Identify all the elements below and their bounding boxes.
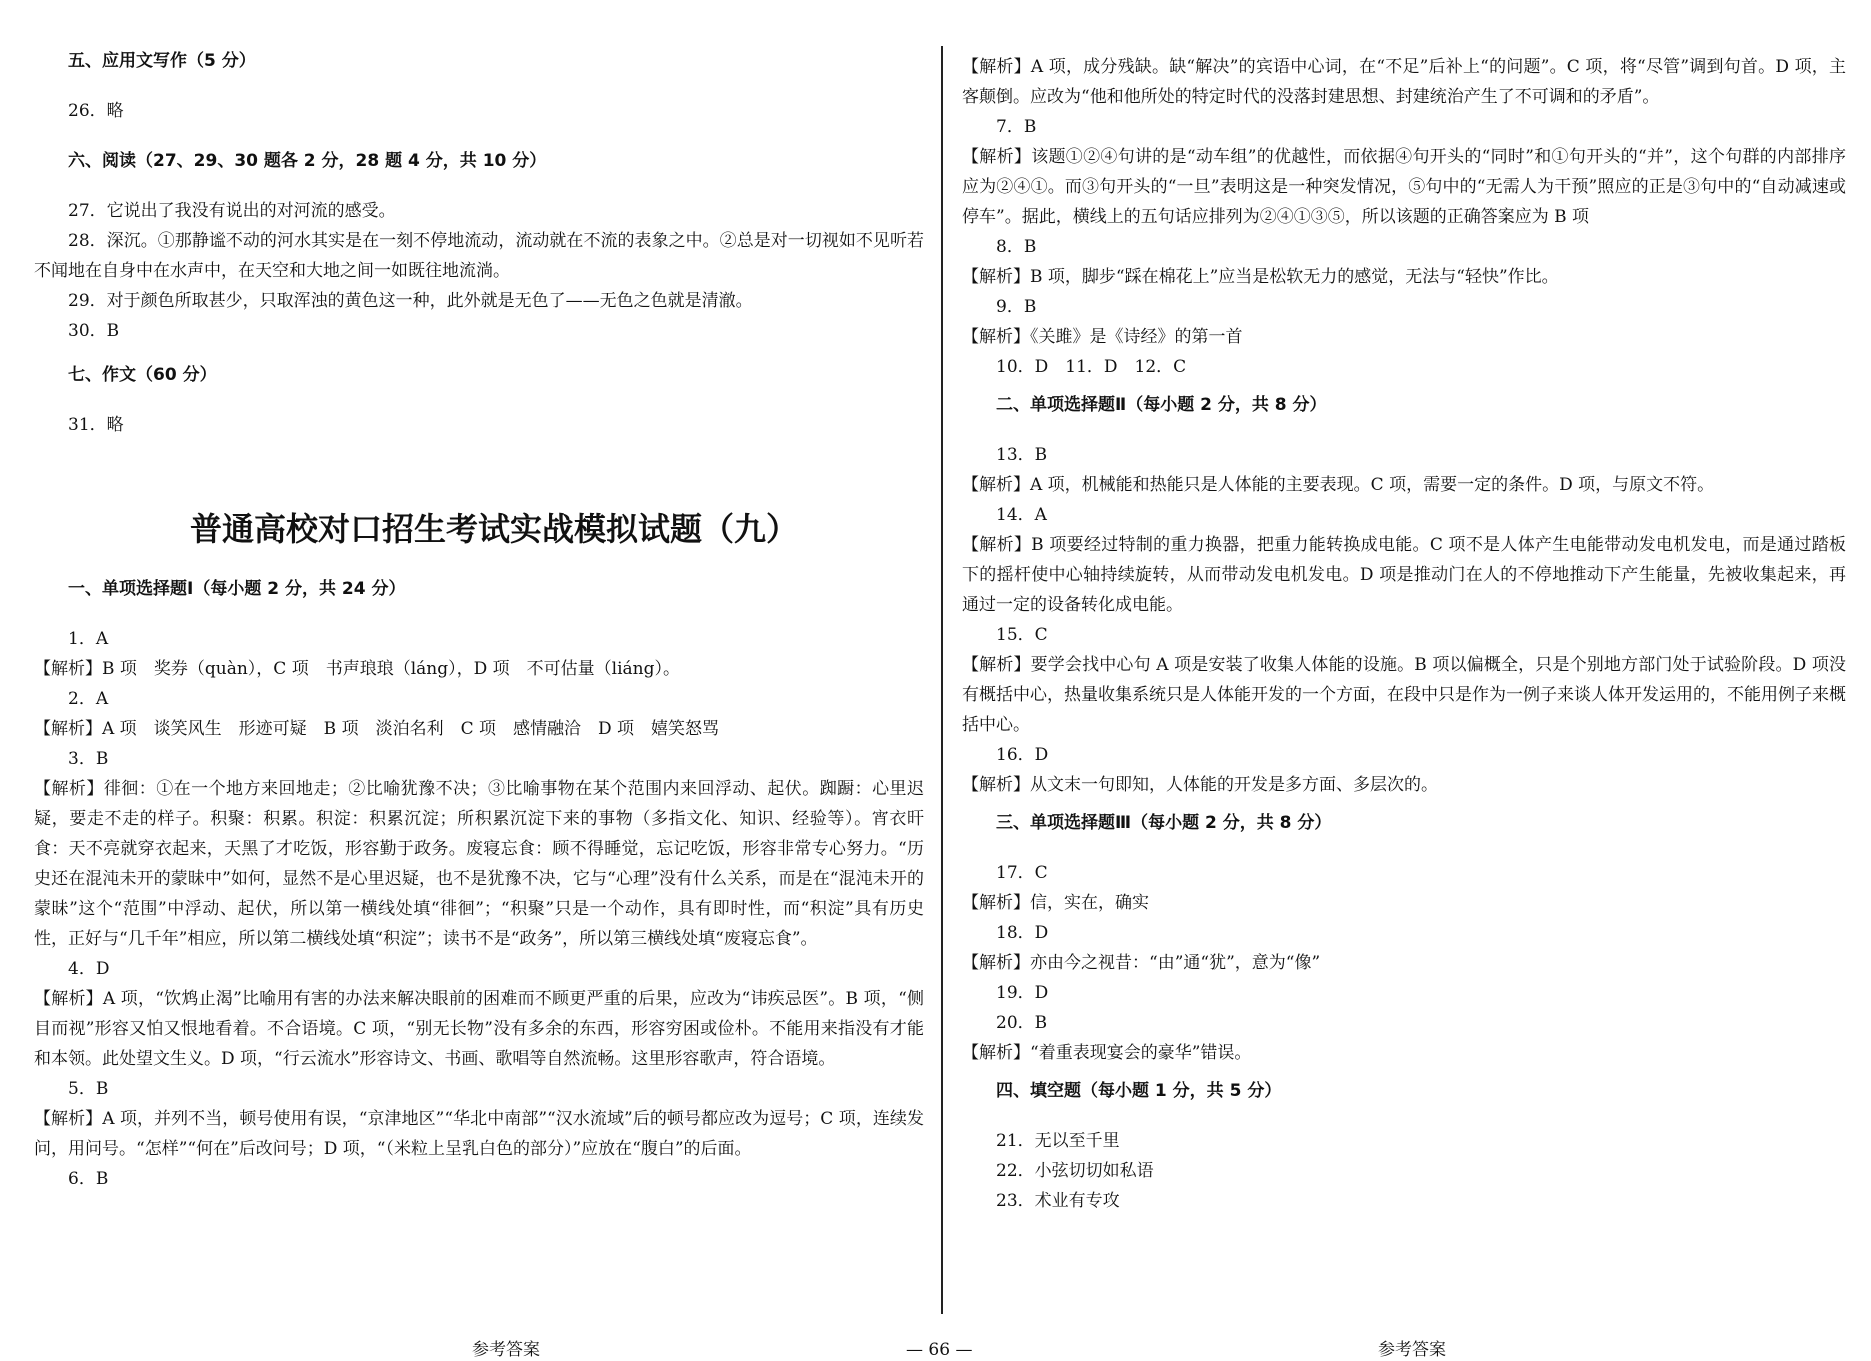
page-number: — 66 — <box>906 1340 973 1360</box>
question-20-explanation: 【解析】“着重表现宴会的豪华”错误。 <box>962 1043 1252 1063</box>
question-7-explanation: 【解析】该题①②④句讲的是“动车组”的优越性，而依据④句开头的“同时”和①句开头的“并”，这个句群的内部排序应为②④①。而③句开头的“一旦”表明这是一种突发情况，⑤句中的“无需人为干预”照应的正是③句中的“自动减速或停车”。据此，横线上的五句话应排列为②④①③⑤，所以该题的正确答案应为 B 项 <box>962 147 1846 227</box>
question-15-explanation: 【解析】要学会找中心句 A 项是安装了收集人体能的设施。B 项以偏概全，只是个别地方部门处于试验阶段。D 项没有概括中心，热量收集系统只是人体能开发的一个方面，在段中只是作为一例子来谈人体开发运用的，不能用例子来概括中心。 <box>962 655 1846 735</box>
question-15-answer: 15．C <box>996 625 1048 645</box>
section-2-heading: 二、单项选择题Ⅱ（每小题 2 分，共 8 分） <box>996 395 1327 415</box>
question-1-answer: 1．A <box>68 629 109 649</box>
question-3-explanation: 【解析】徘徊：①在一个地方来回地走；②比喻犹豫不决；③比喻事物在某个范围内来回浮动、起伏。踟蹰：心里迟疑，要走不走的样子。积聚：积累。积淀：积累沉淀；所积累沉淀下来的事物（多指文化、知识、经验等）。宵衣旰食：天不亮就穿衣起来，天黑了才吃饭，形容勤于政务。废寝忘食：顾不得睡觉，忘记吃饭，形容非常专心努力。“历史还在混沌未开的蒙昧中”如何，显然不是心里迟疑，也不是犹豫不决，它与“心理”没有什么关系，而是在“混沌未开的蒙昧”这个“范围”中浮动、起伏，所以第一横线处填“徘徊”；“积聚”只是一个动作，具有即时性，而“积淀”具有历史性，正好与“几千年”相应，所以第二横线处填“积淀”；读书不是“政务”，所以第三横线处填“废寝忘食”。 <box>34 779 924 949</box>
question-20-answer: 20．B <box>996 1013 1048 1033</box>
question-18-answer: 18．D <box>996 923 1049 943</box>
column-divider <box>941 46 943 1314</box>
answer-28: 28．深沉。①那静谧不动的河水其实是在一刻不停地流动，流动就在不流的表象之中。②总是对一切视如不见听若不闻地在自身中在水声中，在天空和大地之间一如既往地流淌。 <box>34 231 924 281</box>
question-19-answer: 19．D <box>996 983 1049 1003</box>
question-13-answer: 13．B <box>996 445 1048 465</box>
answer-26: 26．略 <box>68 101 124 121</box>
question-4-explanation: 【解析】A 项，“饮鸩止渴”比喻用有害的办法来解决眼前的困难而不顾更严重的后果，应改为“讳疾忌医”。B 项，“侧目而视”形容又怕又恨地看着。不合语境。C 项，“别无长物”没有多余的东西，形容穷困或俭朴。不能用来指没有才能和本领。此处望文生义。D 项，“行云流水”形容诗文、书画、歌唱等自然流畅。这里形容歌声，符合语境。 <box>34 989 924 1069</box>
answer-29: 29．对于颜色所取甚少，只取浑浊的黄色这一种，此外就是无色了——无色之色就是清澈。 <box>68 291 753 311</box>
question-8-explanation: 【解析】B 项，脚步“踩在棉花上”应当是松软无力的感觉，无法与“轻快”作比。 <box>962 267 1559 287</box>
question-14-explanation: 【解析】B 项要经过特制的重力换器，把重力能转换成电能。C 项不是人体产生电能带动发电机发电，而是通过踏板下的摇杆使中心轴持续旋转，从而带动发电机发电。D 项是推动门在人的不停地推动下产生能量，先被收集起来，再通过一定的设备转化成电能。 <box>962 535 1846 615</box>
section-7-heading: 七、作文（60 分） <box>68 365 217 385</box>
question-4-answer: 4．D <box>68 959 110 979</box>
section-5-heading: 五、应用文写作（5 分） <box>68 51 256 71</box>
question-2-explanation: 【解析】A 项 谈笑风生 形迹可疑 B 项 淡泊名利 C 项 感情融洽 D 项 嬉笑怒骂 <box>34 719 720 739</box>
question-16-explanation: 【解析】从文末一句即知，人体能的开发是多方面、多层次的。 <box>962 775 1438 795</box>
footer-right-label: 参考答案 <box>1378 1340 1446 1360</box>
question-14-answer: 14．A <box>996 505 1047 525</box>
questions-10-12-answers: 10．D 11．D 12．C <box>996 357 1187 377</box>
answer-23: 23．术业有专攻 <box>996 1191 1120 1211</box>
question-7-answer: 7．B <box>996 117 1037 137</box>
section-4-heading: 四、填空题（每小题 1 分，共 5 分） <box>996 1081 1282 1101</box>
answer-22: 22．小弦切切如私语 <box>996 1161 1154 1181</box>
question-16-answer: 16．D <box>996 745 1049 765</box>
question-5-explanation: 【解析】A 项，并列不当，顿号使用有误，“京津地区”“华北中南部”“汉水流域”后的顿号都应改为逗号；C 项，连续发问，用问号。“怎样”“何在”后改问号；D 项，“（米粒上呈乳白色的部分）”应放在“腹白”的后面。 <box>34 1109 924 1159</box>
question-8-answer: 8．B <box>996 237 1037 257</box>
question-2-answer: 2．A <box>68 689 109 709</box>
answer-30: 30．B <box>68 321 120 341</box>
question-17-answer: 17．C <box>996 863 1048 883</box>
question-17-explanation: 【解析】信，实在，确实 <box>962 893 1149 913</box>
question-6-explanation: 【解析】A 项，成分残缺。缺“解决”的宾语中心词，在“不足”后补上“的问题”。C 项，将“尽管”调到句首。D 项，主客颠倒。应改为“他和他所处的特定时代的没落封建思想、封建统治产生了不可调和的矛盾”。 <box>962 57 1846 107</box>
question-18-explanation: 【解析】亦由今之视昔：“由”通“犹”，意为“像” <box>962 953 1321 973</box>
question-6-answer: 6．B <box>68 1169 109 1189</box>
exam-title: 普通高校对口招生考试实战模拟试题（九） <box>189 510 798 548</box>
answer-21: 21．无以至千里 <box>996 1131 1120 1151</box>
question-5-answer: 5．B <box>68 1079 109 1099</box>
question-9-explanation: 【解析】《关雎》是《诗经》的第一首 <box>962 327 1243 347</box>
question-9-answer: 9．B <box>996 297 1037 317</box>
footer-left-label: 参考答案 <box>472 1340 540 1360</box>
answer-31: 31．略 <box>68 415 124 435</box>
section-6-heading: 六、阅读（27、29、30 题各 2 分，28 题 4 分，共 10 分） <box>68 151 547 171</box>
section-1-heading: 一、单项选择题Ⅰ（每小题 2 分，共 24 分） <box>68 579 406 599</box>
section-3-heading: 三、单项选择题Ⅲ（每小题 2 分，共 8 分） <box>996 813 1332 833</box>
question-3-answer: 3．B <box>68 749 109 769</box>
question-1-explanation: 【解析】B 项 奖券（quàn），C 项 书声琅琅（láng），D 项 不可估量（liáng）。 <box>34 659 680 679</box>
right-column <box>962 52 1846 1216</box>
question-13-explanation: 【解析】A 项，机械能和热能只是人体能的主要表现。C 项，需要一定的条件。D 项，与原文不符。 <box>962 475 1715 495</box>
left-column <box>34 46 924 1194</box>
answer-27: 27．它说出了我没有说出的对河流的感受。 <box>68 201 396 221</box>
